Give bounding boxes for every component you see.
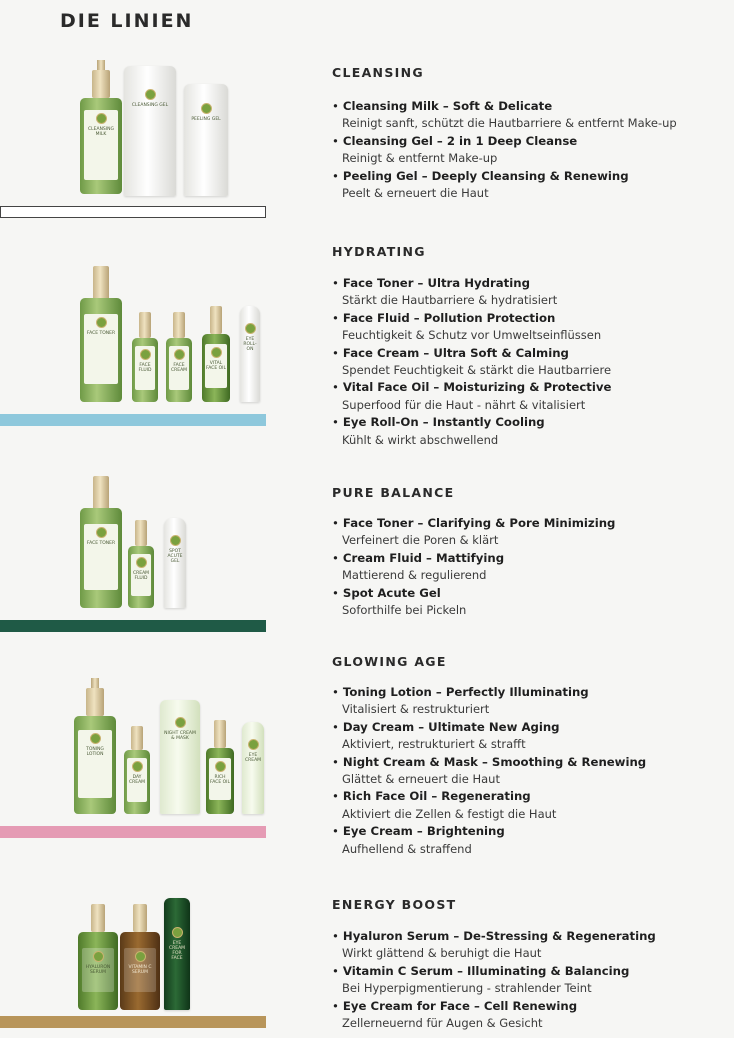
product-name: • Cleansing Milk – Soft & Delicate [332,98,722,115]
product-name: • Eye Roll-On – Instantly Cooling [332,414,722,431]
product-list [332,928,722,1032]
section-title: CLEANSING [332,65,424,80]
list-item [332,788,722,823]
section-title: GLOWING AGE [332,654,447,669]
product-name: • Eye Cream – Brightening [332,823,722,840]
list-item [332,928,722,963]
spray-bottle-image [80,266,122,402]
product-description: Peelt & erneuert die Haut [342,186,489,201]
product-description: Vitalisiert & restrukturiert [342,702,490,717]
dropper-bottle-image [202,306,230,402]
section-color-bar [0,620,266,632]
product-name: • Hyaluron Serum – De-Stressing & Regenerating [332,928,722,945]
product-name: • Spot Acute Gel [332,585,722,602]
product-label: VITAL FACE OIL [206,361,226,371]
section-color-bar [0,1016,266,1028]
product-list [332,515,722,619]
product-name: • Face Cream – Ultra Soft & Calming [332,345,722,362]
dropper-bottle-image [78,904,118,1010]
product-label: TONING LOTION [86,747,104,757]
product-label: CLEANSING GEL [131,103,169,108]
list-item [332,515,722,550]
product-label: EYE CREAM FOR FACE [168,941,186,961]
product-label: EYE ROLL-ON [243,337,257,352]
product-label: CREAM FLUID [132,571,150,581]
product-description: Reinigt sanft, schützt die Hautbarriere & entfernt Make-up [342,116,677,131]
product-description: Zellerneuernd für Augen & Gesicht [342,1016,543,1031]
list-item [332,585,722,620]
product-label: DAY CREAM [128,775,146,785]
product-description: Spendet Feuchtigkeit & stärkt die Hautbarriere [342,363,612,378]
product-name: • Rich Face Oil – Regenerating [332,788,722,805]
product-name: • Cream Fluid – Mattifying [332,550,722,567]
product-description: Aktiviert, restrukturiert & strafft [342,737,526,752]
product-description: Soforthilfe bei Pickeln [342,603,467,618]
section-color-bar [0,414,266,426]
product-description: Reinigt & entfernt Make-up [342,151,498,166]
list-item [332,379,722,414]
product-label: PEELING GEL [191,117,221,122]
product-description: Mattierend & regulierend [342,568,487,583]
product-photo-cleansing [60,60,260,200]
product-label: RICH FACE OIL [210,775,230,785]
product-photo-energy-boost [60,898,220,1014]
pump-bottle-image [74,678,116,814]
page-title: DIE LINIEN [60,10,194,32]
product-list [332,98,722,202]
list-item [332,310,722,345]
dropper-bottle-image [206,720,234,814]
pump-bottle-image [132,312,158,402]
list-item [332,754,722,789]
roll-on-image [240,306,260,402]
product-description: Wirkt glättend & beruhigt die Haut [342,946,542,961]
list-item [332,998,722,1033]
product-name: • Face Toner – Clarifying & Pore Minimizing [332,515,722,532]
list-item [332,823,722,858]
list-item [332,345,722,380]
product-label: HYALURON SERUM [85,965,111,975]
product-description: Glättet & erneuert die Haut [342,772,500,787]
product-description: Aktiviert die Zellen & festigt die Haut [342,806,557,821]
product-name: • Night Cream & Mask – Smoothing & Renewing [332,754,722,771]
list-item [332,684,722,719]
tube-image [184,84,228,196]
section-title: ENERGY BOOST [332,897,457,912]
section-color-bar [0,206,266,218]
section-title: HYDRATING [332,244,426,259]
product-name: • Peeling Gel – Deeply Cleansing & Renewing [332,168,722,185]
product-label: VITAMIN C SERUM [128,965,152,975]
eye-cream-tube-image [242,722,264,814]
product-label: EYE CREAM [244,753,262,763]
list-item [332,414,722,449]
product-label: SPOT ACUTE GEL [167,549,183,564]
product-label: FACE CREAM [170,363,188,373]
product-label: NIGHT CREAM & MASK [164,731,196,741]
pump-bottle-image [128,520,154,608]
list-item [332,550,722,585]
pump-bottle-image [166,312,192,402]
list-item [332,963,722,998]
list-item [332,133,722,168]
product-description: Aufhellend & straffend [342,841,472,856]
product-photo-pure-balance [60,476,200,612]
list-item [332,275,722,310]
product-description: Stärkt die Hautbarriere & hydratisiert [342,293,558,308]
product-label: FACE TONER [86,541,116,546]
product-description: Bei Hyperpigmentierung - strahlender Teint [342,981,592,996]
product-name: • Day Cream – Ultimate New Aging [332,719,722,736]
product-label: FACE TONER [86,331,116,336]
gel-tube-image [164,518,186,608]
section-title: PURE BALANCE [332,485,455,500]
product-list [332,684,722,858]
product-name: • Toning Lotion – Perfectly Illuminating [332,684,722,701]
product-label: FACE FLUID [138,363,152,373]
list-item [332,98,722,133]
list-item [332,168,722,203]
product-name: • Eye Cream for Face – Cell Renewing [332,998,722,1015]
tube-image [124,66,176,196]
product-photo-hydrating [60,266,270,406]
tube-image [160,700,200,814]
product-name: • Cleansing Gel – 2 in 1 Deep Cleanse [332,133,722,150]
product-description: Feuchtigkeit & Schutz vor Umweltseinflüssen [342,328,602,343]
product-label: CLEANSING MILK [88,127,114,137]
product-list [332,275,722,449]
pump-bottle-image [80,60,122,194]
dropper-bottle-image [120,904,160,1010]
section-color-bar [0,826,266,838]
spray-bottle-image [80,476,122,608]
list-item [332,719,722,754]
dark-tube-image [164,898,190,1010]
product-name: • Face Toner – Ultra Hydrating [332,275,722,292]
product-description: Superfood für die Haut - nährt & vitalisiert [342,397,586,412]
product-name: • Vitamin C Serum – Illuminating & Balancing [332,963,722,980]
product-description: Verfeinert die Poren & klärt [342,533,499,548]
product-name: • Face Fluid – Pollution Protection [332,310,722,327]
product-description: Kühlt & wirkt abschwellend [342,432,499,447]
product-photo-glowing-age [60,678,270,818]
product-name: • Vital Face Oil – Moisturizing & Protective [332,379,722,396]
pump-bottle-image [124,726,150,814]
